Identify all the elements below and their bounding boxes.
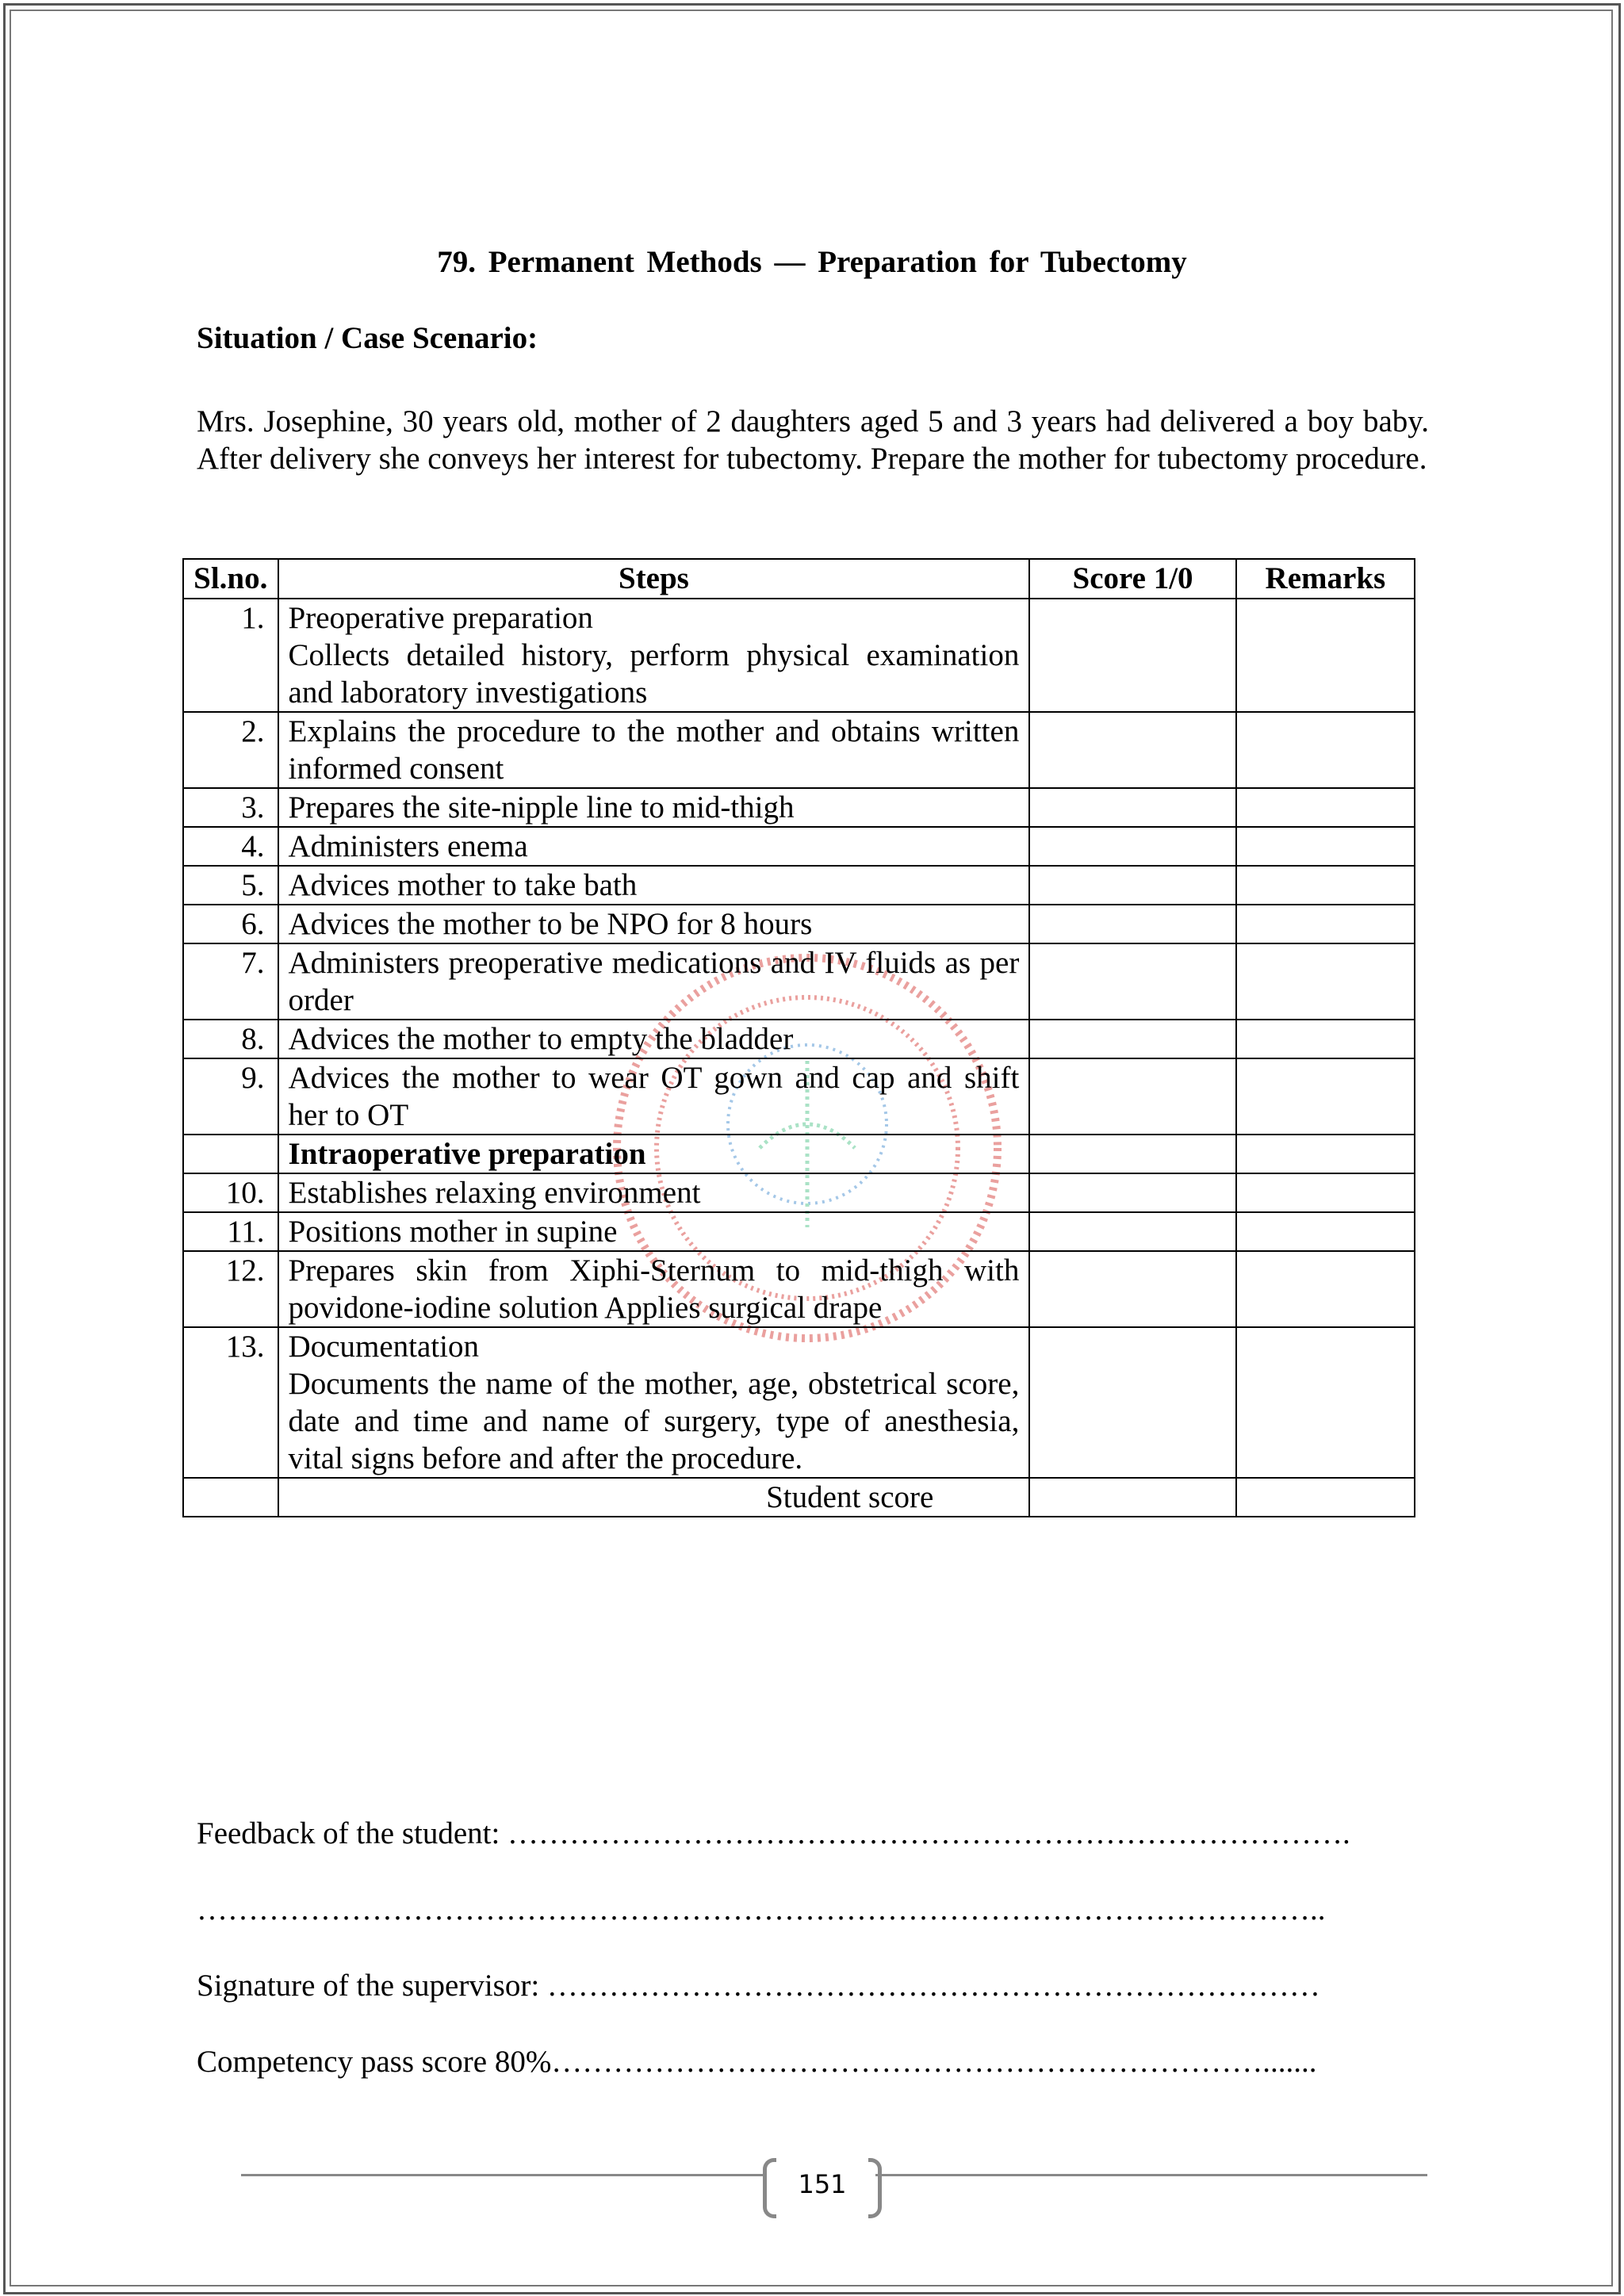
row-number: 5. — [183, 866, 278, 905]
score-cell — [1029, 1135, 1235, 1173]
step-text: Collects detailed history, perform physical examination and laboratory investigations — [288, 638, 1020, 710]
score-cell[interactable] — [1029, 827, 1235, 866]
table-total-row — [183, 1478, 1415, 1517]
score-cell[interactable] — [1029, 1020, 1235, 1058]
score-cell[interactable] — [1029, 943, 1235, 1020]
score-cell[interactable] — [1029, 1251, 1235, 1327]
step-text: Prepares skin from Xiphi-Sternum to mid-thigh with povidone-iodine solution Applies surgical drape — [278, 1251, 1030, 1327]
row-number: 11. — [183, 1212, 278, 1251]
row-number — [183, 1135, 278, 1173]
row-number: 6. — [183, 905, 278, 943]
remarks-cell — [1236, 1135, 1415, 1173]
total-score-cell[interactable] — [1029, 1478, 1235, 1517]
row-number: 12. — [183, 1251, 278, 1327]
step-text: Prepares the site-nipple line to mid-thigh — [278, 788, 1030, 827]
step-text: Documents the name of the mother, age, obstetrical score, date and time and name of surgery, type of anesthesia, vital signs before and after the procedure. — [288, 1367, 1020, 1475]
situation-heading: Situation / Case Scenario: — [197, 321, 538, 355]
row-number: 7. — [183, 943, 278, 1020]
table-row — [183, 1212, 1415, 1251]
table-header-row — [183, 559, 1415, 599]
remarks-cell[interactable] — [1236, 1058, 1415, 1135]
remarks-cell[interactable] — [1236, 1212, 1415, 1251]
table-row — [183, 905, 1415, 943]
total-sl-cell — [183, 1478, 278, 1517]
row-number: 2. — [183, 712, 278, 788]
table-row — [183, 1173, 1415, 1212]
table-row — [183, 788, 1415, 827]
score-cell[interactable] — [1029, 1327, 1235, 1478]
row-number: 13. — [183, 1327, 278, 1478]
table-row — [183, 712, 1415, 788]
step-text: Advices mother to take bath — [278, 866, 1030, 905]
table-section-row — [183, 1135, 1415, 1173]
row-number: 9. — [183, 1058, 278, 1135]
remarks-cell[interactable] — [1236, 712, 1415, 788]
competency-pass-score: Competency pass score 80%……………………………………………………………....... — [197, 2045, 1317, 2079]
remarks-cell[interactable] — [1236, 788, 1415, 827]
remarks-cell[interactable] — [1236, 1327, 1415, 1478]
step-text: Advices the mother to be NPO for 8 hours — [278, 905, 1030, 943]
header-steps: Steps — [278, 559, 1030, 599]
supervisor-signature: Signature of the supervisor: ………………………………………………………………… — [197, 1969, 1320, 2003]
row-number: 1. — [183, 599, 278, 712]
header-score: Score 1/0 — [1029, 559, 1235, 599]
table-row — [183, 866, 1415, 905]
page-number-box — [763, 2158, 882, 2215]
total-remarks-cell[interactable] — [1236, 1478, 1415, 1517]
table-row — [183, 1020, 1415, 1058]
score-cell[interactable] — [1029, 1173, 1235, 1212]
step-text: Positions mother in supine — [278, 1212, 1030, 1251]
case-scenario-text: Mrs. Josephine, 30 years old, mother of 2 daughters aged 5 and 3 years had delivered a boy baby. After delivery she conveys her interest for tubectomy. Prepare the mother for tubectomy procedure. — [197, 404, 1429, 476]
row-number: 4. — [183, 827, 278, 866]
page-title: 79. Permanent Methods — Preparation for Tubectomy — [437, 245, 1187, 279]
student-score-label: Student score — [278, 1478, 1030, 1517]
feedback-continuation-line: ……………………………………………………………………………………………….. — [197, 1892, 1326, 1927]
footer-rule-right — [875, 2174, 1427, 2176]
step-cell — [278, 1327, 1030, 1478]
score-cell[interactable] — [1029, 599, 1235, 712]
step-title: Preoperative preparation — [288, 601, 593, 635]
row-number: 10. — [183, 1173, 278, 1212]
section-heading-intraoperative: Intraoperative preparation — [278, 1135, 1030, 1173]
row-number: 3. — [183, 788, 278, 827]
score-cell[interactable] — [1029, 905, 1235, 943]
table-row — [183, 943, 1415, 1020]
score-cell[interactable] — [1029, 866, 1235, 905]
step-title: Documentation — [288, 1330, 479, 1364]
header-slno: Sl.no. — [183, 559, 278, 599]
row-number: 8. — [183, 1020, 278, 1058]
step-text: Advices the mother to empty the bladder — [278, 1020, 1030, 1058]
page-number: 151 — [798, 2169, 847, 2199]
step-text: Establishes relaxing environment — [278, 1173, 1030, 1212]
remarks-cell[interactable] — [1236, 827, 1415, 866]
score-cell[interactable] — [1029, 1058, 1235, 1135]
remarks-cell[interactable] — [1236, 599, 1415, 712]
table-row — [183, 1327, 1415, 1478]
table-row — [183, 1058, 1415, 1135]
score-cell[interactable] — [1029, 712, 1235, 788]
step-text: Explains the procedure to the mother and obtains written informed consent — [278, 712, 1030, 788]
step-text: Administers preoperative medications and IV fluids as per order — [278, 943, 1030, 1020]
header-remarks: Remarks — [1236, 559, 1415, 599]
score-cell[interactable] — [1029, 1212, 1235, 1251]
footer-rule-left — [241, 2174, 764, 2176]
step-text: Administers enema — [278, 827, 1030, 866]
remarks-cell[interactable] — [1236, 866, 1415, 905]
table-row — [183, 1251, 1415, 1327]
table-row — [183, 599, 1415, 712]
feedback-of-student: Feedback of the student: ………………………………………………………………………. — [197, 1816, 1350, 1850]
remarks-cell[interactable] — [1236, 1173, 1415, 1212]
remarks-cell[interactable] — [1236, 1020, 1415, 1058]
score-cell[interactable] — [1029, 788, 1235, 827]
step-text: Advices the mother to wear OT gown and cap and shift her to OT — [278, 1058, 1030, 1135]
remarks-cell[interactable] — [1236, 1251, 1415, 1327]
step-cell — [278, 599, 1030, 712]
table-row — [183, 827, 1415, 866]
remarks-cell[interactable] — [1236, 943, 1415, 1020]
remarks-cell[interactable] — [1236, 905, 1415, 943]
steps-checklist-table — [182, 558, 1415, 1517]
